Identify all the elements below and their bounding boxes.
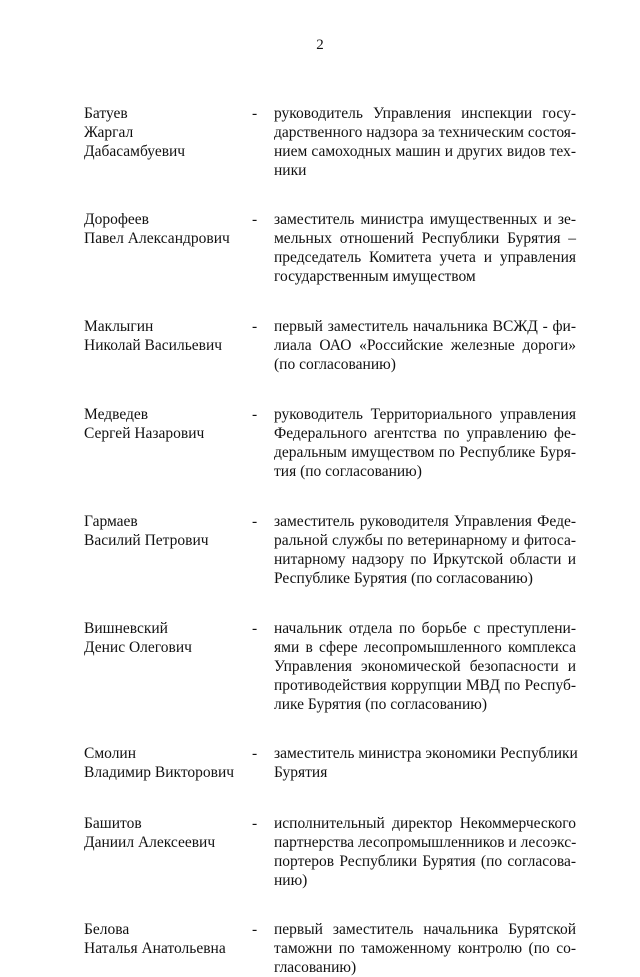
member-role-line: ральной службы по ветеринарному и фитоса- xyxy=(274,532,576,549)
member-role-line: противодействия коррупции МВД по Респуб- xyxy=(274,677,576,694)
member-name-line: Медведев xyxy=(84,406,149,423)
member-role-line: исполнительный директор Некоммерческого xyxy=(274,815,576,832)
member-name-line: Смолин xyxy=(84,745,137,762)
member-entry xyxy=(84,210,576,286)
member-name-line: Маклыгин xyxy=(84,318,154,335)
member-role xyxy=(274,104,576,180)
member-role xyxy=(274,619,576,714)
member-name-line: Башитов xyxy=(84,815,142,832)
member-role-line: начальник отдела по борьбе с преступлени- xyxy=(274,620,576,637)
member-role-line: руководитель Территориального управления xyxy=(274,406,576,423)
member-role xyxy=(274,210,576,286)
member-name-line: Даниил Алексеевич xyxy=(84,834,216,851)
member-list xyxy=(84,74,576,977)
member-role-line: Управления экономической безопасности и xyxy=(274,658,576,675)
member-role-line: таможни по таможенному контролю (по со- xyxy=(274,940,576,957)
member-role-line: нием самоходных машин и других видов тех- xyxy=(274,143,576,160)
member-name-line: Наталья Анатольевна xyxy=(84,940,226,957)
member-name-line: Гармаев xyxy=(84,513,138,530)
member-role-line: тия (по согласованию) xyxy=(274,463,422,480)
member-role xyxy=(274,405,576,481)
member-name xyxy=(84,405,252,443)
member-name xyxy=(84,619,252,657)
member-name-line: Павел Александрович xyxy=(84,230,230,247)
member-name-line: Дорофеев xyxy=(84,211,149,228)
dash-separator: - xyxy=(252,745,258,762)
dash-separator: - xyxy=(252,921,258,938)
member-role xyxy=(274,814,576,890)
dash-separator: - xyxy=(252,513,258,530)
member-role-line: Бурятия xyxy=(274,764,328,781)
member-role-line: нитарному надзору по Иркутской области и xyxy=(274,551,576,568)
member-role-line: нию) xyxy=(274,872,308,889)
member-name-line: Николай Васильевич xyxy=(84,337,223,354)
member-role-line: ями в сфере лесопромышленного комплекса xyxy=(274,639,576,656)
member-entry xyxy=(84,814,576,890)
dash-separator: - xyxy=(252,211,258,228)
member-name xyxy=(84,317,252,355)
member-name-line: Белова xyxy=(84,921,130,938)
member-role-line: деральным имуществом по Республике Буря- xyxy=(274,444,576,461)
member-role-line: государственным имуществом xyxy=(274,268,476,285)
member-role-line: партнерства лесопромышленников и лесоэкс- xyxy=(274,834,577,851)
member-name xyxy=(84,814,252,852)
member-role-line: (по согласованию) xyxy=(274,356,396,373)
member-role-line: заместитель министра имущественных и зе- xyxy=(274,211,576,228)
member-entry xyxy=(84,744,576,782)
member-role-line: заместитель министра экономики Республики xyxy=(274,745,578,762)
member-role-line: лиала ОАО «Российские железные дороги» xyxy=(274,337,576,354)
member-entry xyxy=(84,405,576,481)
member-name-line: Вишневский xyxy=(84,620,168,637)
member-entry xyxy=(84,317,576,374)
member-name-line: Сергей Назарович xyxy=(84,425,205,442)
member-entry xyxy=(84,920,576,977)
member-role-line: гласованию) xyxy=(274,959,357,976)
member-role-line: портеров Республики Бурятия (по согласова- xyxy=(274,853,576,870)
member-name-line: Дабасамбуевич xyxy=(84,143,186,160)
member-role-line: заместитель руководителя Управления Феде- xyxy=(274,513,576,530)
member-role xyxy=(274,920,576,977)
dash-separator: - xyxy=(252,815,258,832)
member-name-line: Батуев xyxy=(84,105,128,122)
member-name-line: Василий Петрович xyxy=(84,532,209,549)
dash-separator: - xyxy=(252,105,258,122)
member-name-line: Владимир Викторович xyxy=(84,764,235,781)
member-role-line: Федерального агентства по управлению фе- xyxy=(274,425,576,442)
member-name xyxy=(84,210,252,248)
member-role-line: первый заместитель начальника ВСЖД - фи- xyxy=(274,318,576,335)
member-role xyxy=(274,317,576,374)
member-role-line: председатель Комитета учета и управления xyxy=(274,249,576,266)
member-role-line: Республике Бурятия (по согласованию) xyxy=(274,570,533,587)
member-entry xyxy=(84,512,576,588)
member-name xyxy=(84,512,252,550)
member-role-line: дарственного надзора за техническим состоя- xyxy=(274,124,577,141)
member-name-line: Денис Олегович xyxy=(84,639,192,656)
member-role xyxy=(274,512,576,588)
dash-separator: - xyxy=(252,406,258,423)
member-role-line: ники xyxy=(274,162,307,179)
member-role-line: мельных отношений Республики Бурятия – xyxy=(274,230,576,247)
dash-separator: - xyxy=(252,620,258,637)
member-entry xyxy=(84,104,576,180)
member-role-line: руководитель Управления инспекции госу- xyxy=(274,105,576,122)
member-entry xyxy=(84,619,576,714)
member-name-line: Жаргал xyxy=(84,124,134,141)
member-role-line: первый заместитель начальника Бурятской xyxy=(274,921,576,938)
page-number: 2 xyxy=(316,37,324,53)
member-name xyxy=(84,744,252,782)
member-role xyxy=(274,744,576,782)
dash-separator: - xyxy=(252,318,258,335)
member-name xyxy=(84,920,252,958)
member-name xyxy=(84,104,252,161)
member-role-line: лике Бурятия (по согласованию) xyxy=(274,696,487,713)
